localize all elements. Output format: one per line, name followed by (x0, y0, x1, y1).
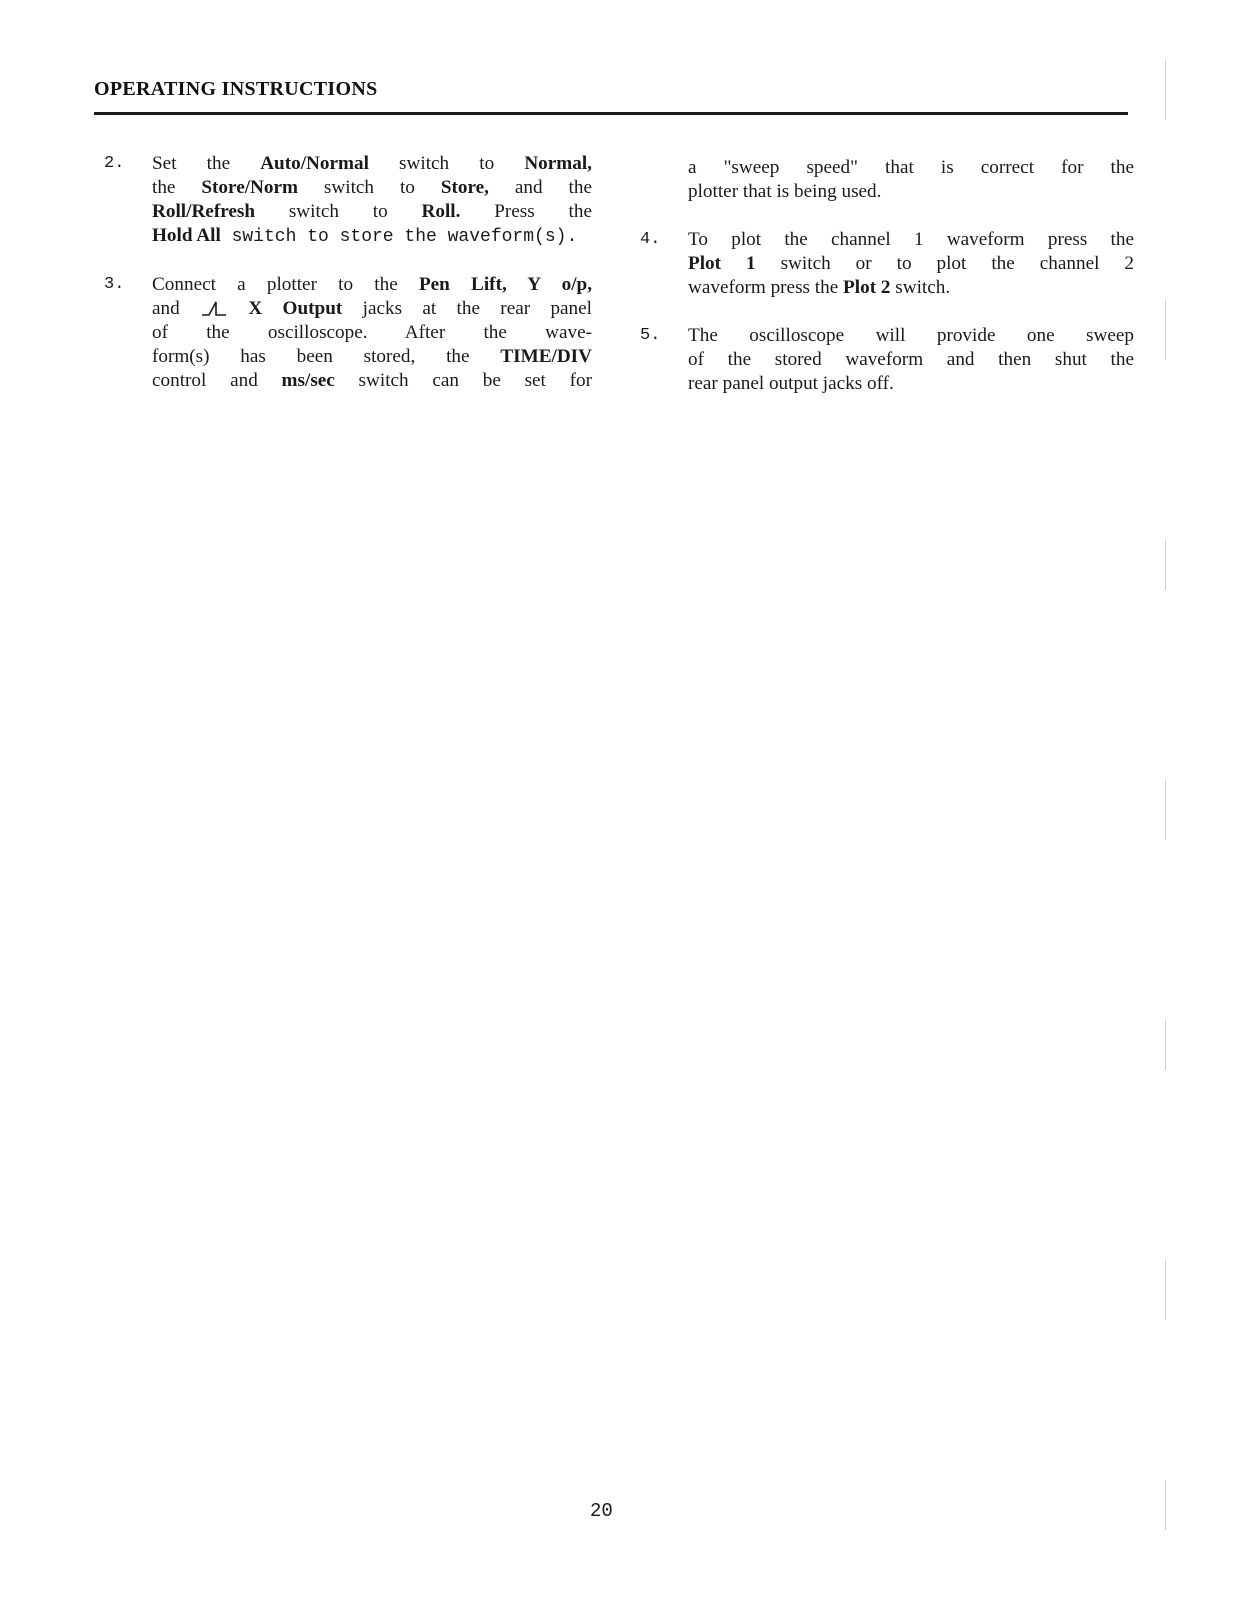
scan-mark (1165, 300, 1166, 360)
text-run: switch. (890, 277, 951, 298)
scan-mark (1165, 780, 1166, 840)
text-run: and (152, 298, 201, 319)
scan-mark (1165, 1020, 1166, 1070)
text-run: switch or to plot the channel 2 (755, 253, 1134, 274)
spacer (640, 300, 1134, 324)
text-run: the (152, 177, 202, 198)
scan-mark (1165, 1480, 1166, 1530)
control-name: Auto/Normal (260, 153, 369, 174)
text-line (152, 152, 592, 176)
scan-mark (1165, 1260, 1166, 1320)
text-run: switch to (298, 177, 441, 198)
control-name: Roll. (421, 201, 461, 222)
item-text (688, 324, 1134, 396)
instruction-item-2 (104, 152, 592, 249)
control-name: Normal, (524, 153, 592, 174)
control-name: Hold All (152, 225, 221, 246)
spacer (104, 249, 592, 273)
text-line: a "sweep speed" that is correct for the (688, 157, 1134, 178)
text-line (152, 297, 592, 321)
text-line (152, 273, 592, 297)
text-line: rear panel output jacks off. (688, 373, 894, 394)
text-run: Press the (460, 201, 592, 222)
text-run: switch to (368, 153, 525, 174)
text-line: of the stored waveform and then shut the (688, 349, 1134, 370)
text-line (152, 369, 592, 393)
control-name: Plot 1 (688, 253, 756, 274)
text-line: plotter that is being used. (688, 181, 882, 202)
text-run: Connect a plotter to the (152, 274, 419, 295)
control-name: Plot 2 (843, 277, 891, 298)
page-number: 20 (590, 1500, 613, 1522)
page-header-title: OPERATING INSTRUCTIONS (94, 78, 378, 100)
spacer (640, 204, 1134, 228)
item-text (688, 228, 1134, 300)
text-line: of the oscilloscope. After the wave- (152, 322, 592, 343)
text-line (152, 224, 592, 249)
control-name: ms/sec (281, 370, 335, 391)
control-name: TIME/DIV (500, 346, 592, 367)
text-run: Set the (152, 153, 261, 174)
instruction-item-5 (640, 324, 1134, 396)
instruction-item-3 (104, 273, 592, 393)
instruction-item-3-continued (640, 156, 1134, 204)
text-line (152, 345, 592, 369)
control-name: Store, (440, 177, 489, 198)
text-line: To plot the channel 1 waveform press the (688, 229, 1134, 250)
ramp-waveform-icon (200, 299, 228, 317)
text-run: waveform press the (688, 277, 844, 298)
text-run: form(s) has been stored, the (152, 346, 501, 367)
text-run: switch to (255, 201, 422, 222)
item-number: 2. (104, 154, 125, 173)
text-run: jacks at the rear panel (342, 298, 592, 319)
text-line (152, 176, 592, 200)
scan-edge-marks (1157, 40, 1177, 1540)
text-line: The oscilloscope will provide one sweep (688, 325, 1134, 346)
item-text (152, 273, 592, 393)
instruction-item-4 (640, 228, 1134, 300)
control-name: Pen Lift, Y o/p, (418, 274, 592, 295)
header-rule (94, 112, 1128, 115)
text-run: and the (488, 177, 592, 198)
text-line (688, 252, 1134, 276)
text-line (688, 276, 1134, 300)
item-text (152, 152, 592, 249)
item-number: 5. (640, 326, 661, 345)
control-name: Store/Norm (201, 177, 298, 198)
text-run: switch to store the waveform(s). (220, 227, 578, 247)
scan-mark (1165, 60, 1166, 120)
control-name: X Output (248, 298, 343, 319)
text-line (152, 200, 592, 224)
control-name: Roll/Refresh (152, 201, 256, 222)
left-column (104, 152, 592, 393)
item-number: 3. (104, 275, 125, 294)
scan-mark (1165, 540, 1166, 590)
right-column (640, 156, 1134, 396)
text-run: control and (152, 370, 282, 391)
item-number: 4. (640, 230, 661, 249)
text-run: switch can be set for (334, 370, 592, 391)
